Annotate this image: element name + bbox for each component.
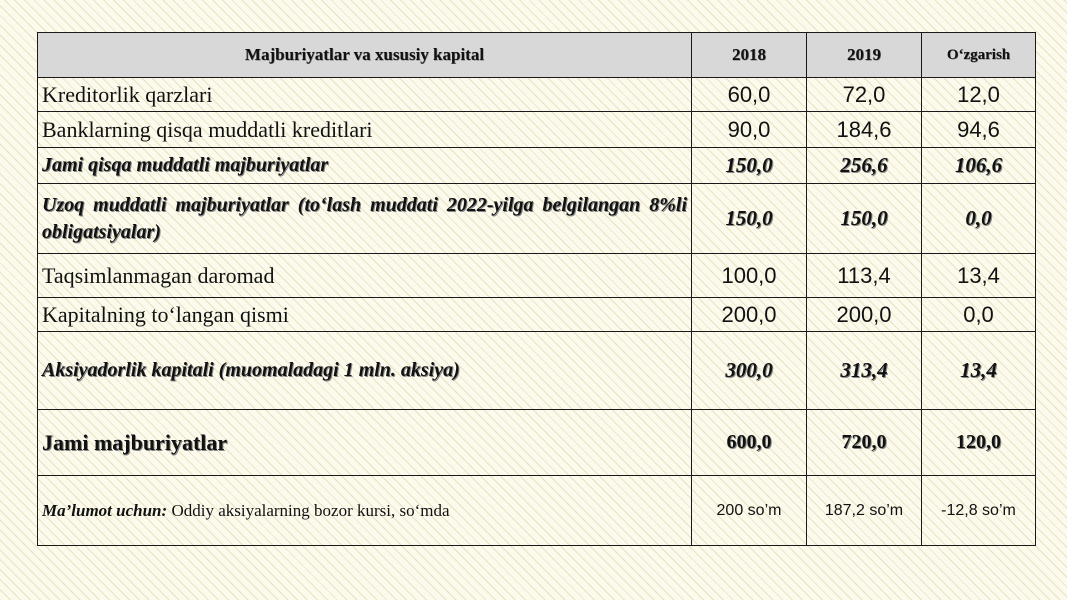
balance-table xyxy=(37,32,1036,546)
table-header-row xyxy=(38,33,1036,78)
row-change: 13,4 xyxy=(922,332,1036,410)
row-label: Banklarning qisqa muddatli kreditlari xyxy=(38,112,692,148)
header-2018: 2018 xyxy=(692,33,807,78)
note-2018: 200 so’m xyxy=(692,476,807,546)
row-2018: 60,0 xyxy=(692,78,807,112)
row-2018: 200,0 xyxy=(692,298,807,332)
row-change: 13,4 xyxy=(922,254,1036,298)
row-2018: 100,0 xyxy=(692,254,807,298)
row-2019: 150,0 xyxy=(807,184,922,254)
row-label: Kapitalning to‘langan qismi xyxy=(38,298,692,332)
table-row-total xyxy=(38,410,1036,476)
note-label xyxy=(38,476,692,546)
row-change: 12,0 xyxy=(922,78,1036,112)
row-2019: 313,4 xyxy=(807,332,922,410)
note-text: Oddiy aksiyalarning bozor kursi, so‘mda xyxy=(167,500,450,520)
row-2019: 200,0 xyxy=(807,298,922,332)
row-2019: 256,6 xyxy=(807,148,922,184)
table-row xyxy=(38,78,1036,112)
row-label: Aksiyadorlik kapitali (muomaladagi 1 mln. aksiya) xyxy=(38,332,692,410)
row-change: 0,0 xyxy=(922,184,1036,254)
table-row xyxy=(38,298,1036,332)
note-change: -12,8 so’m xyxy=(922,476,1036,546)
table-row-subtotal xyxy=(38,148,1036,184)
row-change: 106,6 xyxy=(922,148,1036,184)
row-label: Jami qisqa muddatli majburiyatlar xyxy=(38,148,692,184)
row-2019: 720,0 xyxy=(807,410,922,476)
row-label: Taqsimlanmagan daromad xyxy=(38,254,692,298)
note-2019: 187,2 so’m xyxy=(807,476,922,546)
row-change: 0,0 xyxy=(922,298,1036,332)
table-row-note xyxy=(38,476,1036,546)
row-2019: 113,4 xyxy=(807,254,922,298)
row-2019: 184,6 xyxy=(807,112,922,148)
table-row-subtotal xyxy=(38,184,1036,254)
note-prefix: Ma’lumot uchun: xyxy=(42,500,168,520)
table-row xyxy=(38,254,1036,298)
row-2018: 600,0 xyxy=(692,410,807,476)
row-2018: 150,0 xyxy=(692,148,807,184)
row-2019: 72,0 xyxy=(807,78,922,112)
header-2019: 2019 xyxy=(807,33,922,78)
header-change: O‘zgarish xyxy=(922,33,1036,78)
row-2018: 90,0 xyxy=(692,112,807,148)
row-label: Kreditorlik qarzlari xyxy=(38,78,692,112)
table-row-subtotal xyxy=(38,332,1036,410)
header-label: Majburiyatlar va xususiy kapital xyxy=(38,33,692,78)
row-2018: 150,0 xyxy=(692,184,807,254)
row-change: 120,0 xyxy=(922,410,1036,476)
row-2018: 300,0 xyxy=(692,332,807,410)
row-change: 94,6 xyxy=(922,112,1036,148)
table-row xyxy=(38,112,1036,148)
row-label: Jami majburiyatlar xyxy=(38,410,692,476)
row-label: Uzoq muddatli majburiyatlar (to‘lash muddati 2022-yilga belgilangan 8%li obligatsiyalar) xyxy=(38,184,692,254)
